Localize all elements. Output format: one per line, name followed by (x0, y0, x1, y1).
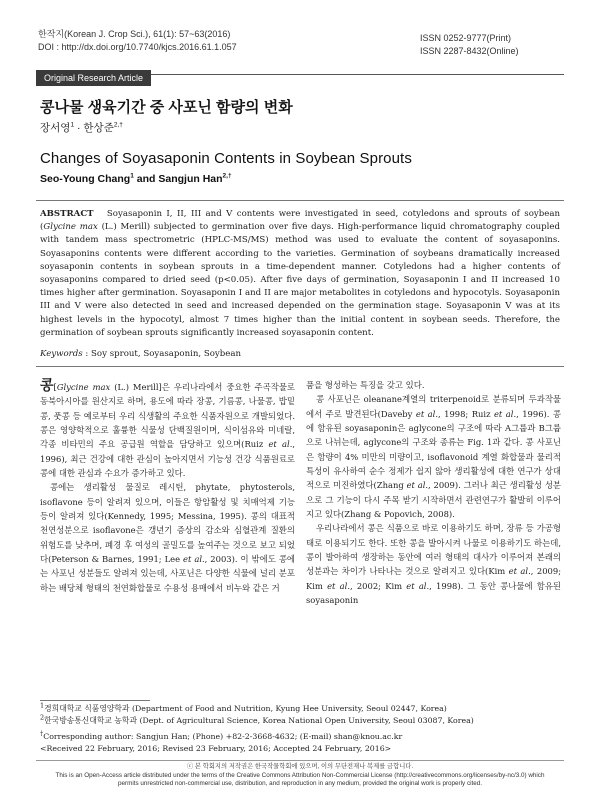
korean-author-2: 한상준 (83, 122, 114, 134)
affiliation-text: 한국방송통신대학교 농학과 (Dept. of Agricultural Science, Korea National Open University, Seoul 03087, Korea) (44, 715, 474, 725)
text: 우리나라에서 콩은 식품으로 바로 이용하기도 하며, 장류 등 가공형태로 이용되기도 한다. 또한 콩을 발아시켜 나물로 이용하기도 하는데, 콩이 발아하여 생장하는 동안에 여러 형태의 대사가 이루어져 본래의 성분과는 차이가 나타나는 것으로 알려지고 있다(Kim (306, 523, 561, 577)
corresponding-author (40, 731, 560, 743)
drop-cap: 콩 (40, 377, 54, 393)
et-al: et al (493, 408, 514, 419)
affiliation-mark: 2,† (222, 172, 232, 180)
text: 콩 사포닌은 oleanane계열의 triterpenoid로 분류되며 두과작물에서 주로 발견된다(Daveby (306, 394, 561, 419)
text: 콩에는 생리활성 물질로 레시틴, phytate, phytosterols, isoflavone 등이 알려져 있으며, 이들은 항암활성 및 치매억제 기능 등이 알려져 있다(Kennedy, 1995; Messina, 1995). 콩의 대표적 천연성분으로 isoflavone은 갱년기 증상의 감소와 심혈관계 질환의 위험도를 낮추며, 폐경 후 여성의 골밀도를 높여주는 것으로 보고 되었다(Peterson & Barnes, 1991; Lee (40, 482, 295, 565)
text: (L.) Merill]은 우리나라에서 중요한 주곡작물로 동북아시아를 원산지로 하며, 용도에 따라 장콩, 기름콩, 나물콩, 밥밑콩, 풋콩 등 예로부터 우리 식생활의 주요한 식품자원으로 개발되었다. 콩은 영양학적으로 훌륭한 식물성 단백질원이며, 식이섬유와 미네랄, 각종 비타민의 주요 공급원 역할을 담당하고 있으며(Ruiz (40, 382, 295, 450)
article-type-badge: Original Research Article (36, 70, 151, 86)
abstract-text: Soyasaponin I, II, III and V contents were investigated in seed, cotyledons and sprouts of soybean ( (40, 209, 560, 233)
doi-link[interactable]: DOI : http://dx.doi.org/10.7740/kjcs.2016.61.1.057 (38, 42, 237, 52)
et-al: et al (183, 554, 202, 565)
body-column-left (40, 378, 295, 595)
body-column-right (306, 378, 561, 608)
text: 품을 형성하는 특징을 갖고 있다. (306, 380, 425, 390)
et-al: et al (508, 566, 529, 577)
issn-block (420, 32, 560, 58)
keywords-label: Keywords (40, 349, 83, 359)
license-notice (36, 760, 564, 789)
korean-author-1: 장서영 (40, 122, 71, 134)
author-separator: · (74, 122, 84, 134)
affiliation-text: 경희대학교 식품영양학과 (Department of Food and Nutrition, Kyung Hee University, Seoul 02447, Korea) (44, 704, 447, 713)
affiliation-1 (40, 703, 560, 715)
text: ., 1998; Ruiz (435, 408, 494, 419)
abstract-label: ABSTRACT (40, 209, 94, 219)
journal-header (38, 28, 237, 54)
corresponding-mark: † (40, 729, 44, 738)
et-al: et al (406, 480, 426, 491)
text: [ (53, 382, 57, 392)
affiliation-mark: 1 (130, 172, 134, 180)
abstract-rule (36, 200, 564, 201)
english-author-1: Seo-Young Chang (40, 173, 131, 185)
footnotes (40, 703, 560, 754)
affiliation-mark: 1 (40, 701, 45, 710)
affiliation-2 (40, 712, 560, 727)
author-conjunction: and (133, 173, 159, 185)
text: ., 2009; Kim (306, 566, 562, 591)
paragraph (40, 480, 295, 595)
paragraph (306, 392, 561, 521)
affiliation-mark: 1 (70, 121, 75, 129)
english-title: Changes of Soyasaponin Contents in Soybean Sprouts (40, 150, 412, 167)
korean-authors (40, 120, 123, 135)
paragraph (306, 378, 561, 392)
keywords-rule (36, 366, 564, 367)
text: ., 1996). 콩에 함유된 soyasaponin은 aglycone의 구조에 따라 A그룹과 B그룹으로 나뉘는데, aglycone의 구조와 종류는 Fig. 1과 같다. 콩 사포닌은 함량이 4% 미만의 미량이고, isoflavonoid 계열 화합물과 물리적 특성이 유사하여 순수 정제가 쉽지 않아 생리활성에 대한 연구가 상대적으로 미진하였다(Zhang (306, 408, 562, 491)
text: ., 2009). 그러나 최근 생리활성 성분으로 그 기능이 다시 주목 받기 시작하면서 관련연구가 활발히 이루어지고 있다(Zhang & Popovich, 2008). (306, 480, 562, 520)
corresponding-text: Corresponding author: Sangjun Han; (Phone) +82-2-3668-4632; (E-mail) shan@knou.ac.kr (43, 732, 403, 741)
english-authors (40, 173, 232, 185)
copyright-line: ⓒ 본 학회지의 저작권은 한국작물학회에 있으며, 이의 무단전재나 복제를 금합니다. (186, 763, 414, 770)
et-al: et al (406, 580, 427, 591)
issn-print: ISSN 0252-9777(Print) (420, 33, 512, 43)
text: ., 1998). 그 동안 콩나물에 함유된 soyasaponin (306, 580, 562, 606)
paragraph (40, 378, 295, 480)
text: ., 2003). 이 밖에도 콩에는 사포닌 성분들도 알려져 있는데, 사포닌은 다양한 식물에 널리 분포하는 배당체 형태의 천연화합물로 수용성 용매에서 비누와 같은 거 (40, 554, 296, 593)
abstract (40, 208, 560, 340)
korean-title: 콩나물 생육기간 중 사포닌 함량의 변화 (40, 99, 293, 116)
affiliation-mark: 2 (40, 712, 45, 721)
text: ., 1996), 최근 건강에 대한 관심이 높아지면서 기능성 건강 식품원료로 콩에 대한 관심과 수요가 증가하고 있다. (40, 439, 296, 479)
paragraph (306, 521, 561, 607)
et-al: et al (415, 408, 436, 419)
issn-online: ISSN 2287-8432(Online) (420, 46, 519, 56)
license-line: permits unrestricted non-commercial use, distribution, and reproduction in any medium, provided the original work is properly cited. (118, 780, 482, 788)
text: ., 2002; Kim (347, 580, 407, 591)
keywords-text: : Soy sprout, Soyasaponin, Soybean (82, 349, 242, 359)
abstract-text: (L.) Merill) subjected to germination over five days. High-performance liquid chromatography coupled with tandem mass spectrometric (HPLC-MS/MS) method was used to evaluate the content of soyasaponins. Soyasaponins contents were different according to the varieties. Germination of soybeans dramatically increased soyasaponin contents in soybean sprouts in a time-dependent manner. Cotyledons had a higher contents of soyasaponins compared to dried seed (p<0.05). After five days of germination, Soyasaponin I and II increased 10 times higher after germination. Soyasaponin I and II are major metabolites in cotyledons and hypocotyls. Soyasaponin III and V were also detected in seed and increased depended on the germination stage. Soyasaponin V was at its highest levels in the hypocotyl, almost 7 times higher than the initial content in soybean seeds. Therefore, the germination of soybean sprouts significantly increased soyasaponin content. (40, 222, 560, 338)
english-author-2: Sangjun Han (158, 173, 223, 185)
species-name: Glycine max (56, 382, 111, 392)
keywords (40, 349, 560, 359)
footnote-rule (40, 700, 150, 701)
et-al: et al (327, 580, 348, 591)
affiliation-mark: 2,† (113, 121, 123, 129)
received-dates: <Received 22 February, 2016; Revised 23 February, 2016; Accepted 24 February, 2016> (40, 743, 392, 753)
license-line: This is an Open-Access article distributed under the terms of the Creative Commons Attribution Non-Commercial License (http://creativecommons.org/licenses/by-nc/3.0) which (55, 771, 545, 779)
journal-citation: 한작지(Korean J. Crop Sci.), 61(1): 57~63(2016) (38, 29, 231, 39)
species-name: Glycine max (43, 222, 98, 233)
et-al: et al (268, 439, 290, 450)
